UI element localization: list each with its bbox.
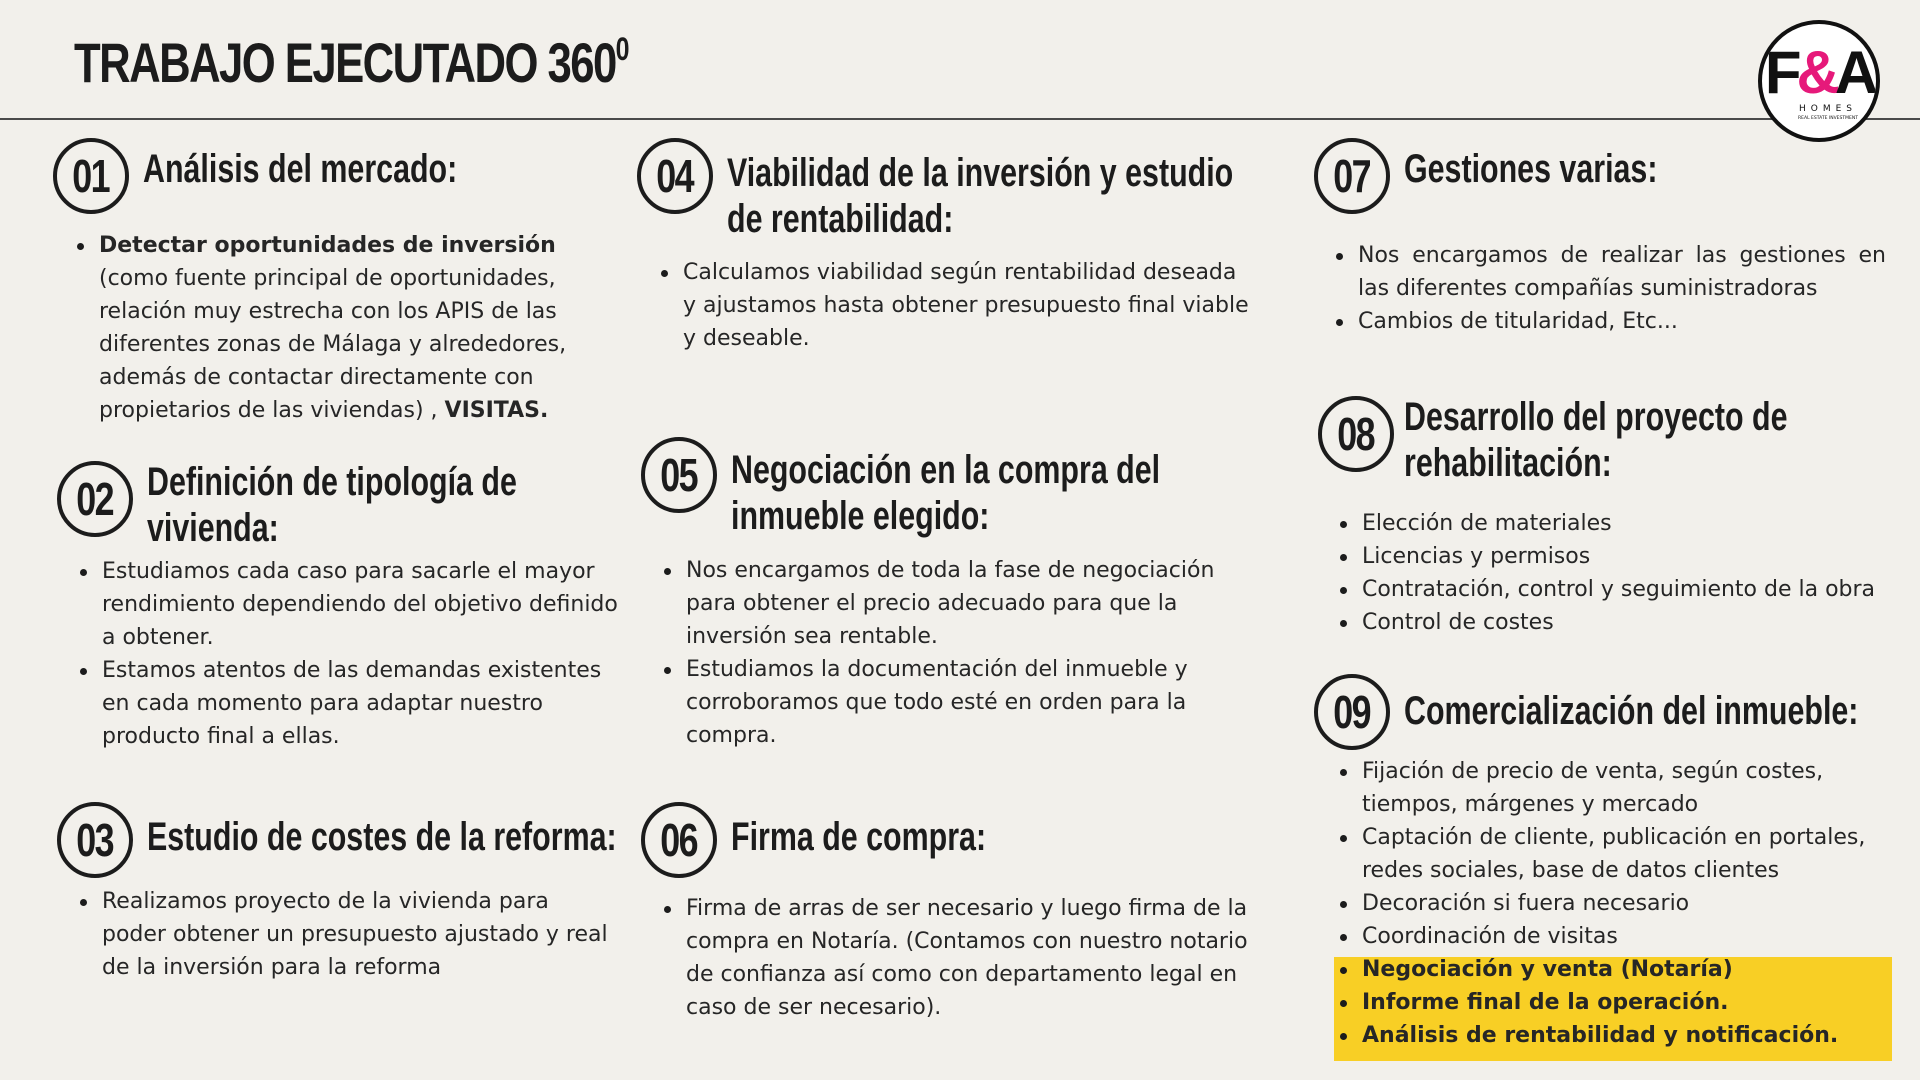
section-02 <box>57 461 627 761</box>
list-item: Cambios de titularidad, Etc... <box>1334 305 1886 338</box>
highlighted-item: Negociación y venta (Notaría) <box>1338 953 1878 986</box>
section-04 <box>637 138 1257 378</box>
list-item: Contratación, control y seguimiento de la obra <box>1338 573 1898 606</box>
section-03 <box>57 802 627 1002</box>
section-title: Gestiones varias: <box>1404 147 1658 191</box>
logo-tagline: REAL ESTATE INVESTMENT <box>1798 116 1858 121</box>
section-09 <box>1314 674 1894 1074</box>
section-title: Estudio de costes de la reforma: <box>147 815 617 859</box>
list-item: Decoración si fuera necesario <box>1338 887 1878 920</box>
list-item: Realizamos proyecto de la vivienda para poder obtener un presupuesto ajustado y real de la inversión para la reforma <box>78 885 618 984</box>
section-list <box>78 555 618 753</box>
highlighted-item: Análisis de rentabilidad y notificación. <box>1338 1019 1878 1052</box>
section-number-badge: 07 <box>1314 138 1390 214</box>
section-number-badge: 06 <box>641 802 717 878</box>
section-number-badge: 08 <box>1318 396 1394 472</box>
section-06 <box>641 802 1261 1042</box>
list-item: Coordinación de visitas <box>1338 920 1878 953</box>
section-title: Firma de compra: <box>731 815 987 859</box>
list-item: Estamos atentos de las demandas existentes en cada momento para adaptar nuestro producto final a ellas. <box>78 654 618 753</box>
list-item: Nos encargamos de toda la fase de negociación para obtener el precio adecuado para que la inversión sea rentable. <box>662 554 1252 653</box>
list-item: Elección de materiales <box>1338 507 1898 540</box>
section-title: Desarrollo del proyecto de rehabilitación: <box>1404 395 1788 485</box>
section-number-badge: 02 <box>57 461 133 537</box>
section-title: Análisis del mercado: <box>143 147 458 191</box>
section-title: Negociación en la compra del inmueble elegido: <box>731 448 1161 538</box>
section-list <box>1338 755 1878 953</box>
list-item: Fijación de precio de venta, según costes, tiempos, márgenes y mercado <box>1338 755 1878 821</box>
section-list <box>662 554 1252 752</box>
highlighted-list <box>1338 953 1878 1052</box>
section-title: Comercialización del inmueble: <box>1404 689 1859 733</box>
list-item: Detectar oportunidades de inversión (como fuente principal de oportunidades, relación muy estrecha con los APIS de las diferentes zonas de Málaga y alrededores, además de contactar directamente con propietarios de las viviendas) , VISITAS. <box>75 229 625 427</box>
list-item: Estudiamos la documentación del inmueble y corroboramos que todo esté en orden para la compra. <box>662 653 1252 752</box>
section-number-badge: 04 <box>637 138 713 214</box>
section-05 <box>641 437 1261 767</box>
list-item: Captación de cliente, publicación en portales, redes sociales, base de datos clientes <box>1338 821 1878 887</box>
section-title: Viabilidad de la inversión y estudio de rentabilidad: <box>727 151 1234 241</box>
section-list <box>1334 239 1886 338</box>
section-list <box>659 256 1249 355</box>
section-number-badge: 03 <box>57 802 133 878</box>
logo-subtitle: HOMES <box>1798 104 1858 114</box>
section-08 <box>1318 396 1898 656</box>
section-list <box>1338 507 1898 639</box>
list-item: Control de costes <box>1338 606 1898 639</box>
list-item: Estudiamos cada caso para sacarle el mayor rendimiento dependiendo del objetivo definido a obtener. <box>78 555 618 654</box>
section-list <box>662 892 1252 1024</box>
list-item: Nos encargamos de realizar las gestiones en las diferentes compañías suministradoras <box>1334 239 1886 305</box>
list-item: Firma de arras de ser necesario y luego firma de la compra en Notaría. (Contamos con nuestro notario de confianza así como con departamento legal en caso de ser necesario). <box>662 892 1252 1024</box>
company-logo <box>1758 20 1880 142</box>
section-number-badge: 05 <box>641 437 717 513</box>
highlighted-item: Informe final de la operación. <box>1338 986 1878 1019</box>
section-title: Definición de tipología de vivienda: <box>147 460 517 550</box>
section-list <box>75 229 625 427</box>
section-number-badge: 01 <box>53 138 129 214</box>
section-01 <box>53 138 623 438</box>
section-list <box>78 885 618 984</box>
list-item: Calculamos viabilidad según rentabilidad deseada y ajustamos hasta obtener presupuesto final viable y deseable. <box>659 256 1249 355</box>
section-07 <box>1314 138 1894 358</box>
list-item: Licencias y permisos <box>1338 540 1898 573</box>
logo-mark: F&A <box>1764 39 1874 106</box>
header-divider <box>0 118 1920 120</box>
section-number-badge: 09 <box>1314 674 1390 750</box>
page-title: TRABAJO EJECUTADO $360^0$ <box>74 31 628 94</box>
